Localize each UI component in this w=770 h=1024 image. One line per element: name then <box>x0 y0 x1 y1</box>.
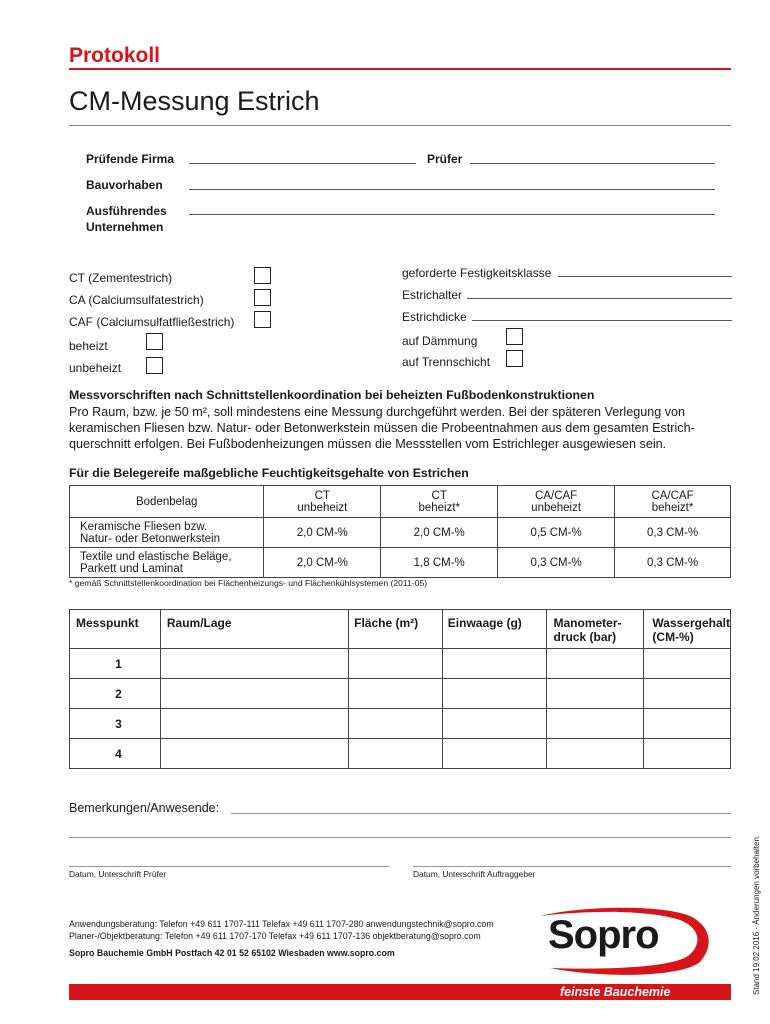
row-label <box>70 518 264 548</box>
table-cell: 2,0 CM-% <box>264 548 381 578</box>
rules-line-2: keramischen Fliesen bzw. Natur- oder Betonwerkstein müssen die Probeentnahmen aus dem gesamten Estrich- <box>69 421 695 435</box>
col-header <box>615 486 731 518</box>
moisture-table-heading: Für die Belegereife maßgebliche Feuchtigkeitsgehalte von Estrichen <box>69 466 469 480</box>
row-label-line: Textile und elastische Beläge, <box>80 550 232 563</box>
flaeche-input[interactable] <box>349 709 443 739</box>
pruefer-label: Prüfer <box>427 152 463 166</box>
page-title: CM-Messung Estrich <box>69 86 320 116</box>
raum-input[interactable] <box>160 709 348 739</box>
pruefer-field[interactable] <box>470 163 715 164</box>
wassergehalt-input[interactable] <box>644 649 731 679</box>
messpunkt-header: Messpunkt <box>70 610 161 649</box>
table-cell: 2,0 CM-% <box>381 518 498 548</box>
wassergehalt-header-line: (CM-%) <box>652 630 694 644</box>
firma-label: Prüfende Firma <box>86 152 175 166</box>
unternehmen-label-1: Ausführendes <box>86 204 167 218</box>
row-label-line: Natur- oder Betonwerkstein <box>80 532 220 545</box>
col-header-line: unbeheizt <box>297 501 348 514</box>
header-rule <box>69 68 731 70</box>
messpunkt-cell: 3 <box>70 709 161 739</box>
beheizt-label: beheizt <box>69 339 108 353</box>
festigkeit-label: geforderte Festigkeitsklasse <box>402 266 552 280</box>
firma-field[interactable] <box>189 163 416 164</box>
manometer-input[interactable] <box>546 649 644 679</box>
messpunkt-cell: 1 <box>70 649 161 679</box>
company-line: Sopro Bauchemie GmbH Postfach 42 01 52 65102 Wiesbaden www.sopro.com <box>69 948 395 958</box>
manometer-header-line: Manometer- <box>553 616 622 630</box>
bauvorhaben-label: Bauvorhaben <box>86 178 163 192</box>
table-row <box>70 548 731 578</box>
measure-header-row <box>70 610 731 649</box>
signature-auftraggeber-field[interactable] <box>413 866 731 867</box>
table-row <box>70 649 731 679</box>
table-cell: 0,3 CM-% <box>615 548 731 578</box>
festigkeit-field[interactable] <box>558 276 732 277</box>
logo-text: Sopro <box>548 913 659 957</box>
col-header <box>264 486 381 518</box>
wassergehalt-input[interactable] <box>644 679 731 709</box>
rules-heading: Messvorschriften nach Schnittstellenkoordination bei beheizten Fußbodenkonstruktionen <box>69 388 595 402</box>
table-row <box>70 679 731 709</box>
protocol-label: Protokoll <box>69 44 161 67</box>
manometer-input[interactable] <box>546 709 644 739</box>
signature-pruefer-label: Datum, Unterschrift Prüfer <box>69 869 167 879</box>
ca-checkbox[interactable] <box>254 289 271 306</box>
table-footnote: * gemäß Schnittstellenkoordination bei Flächenheizungs- und Flächenkühlsystemen (2011-05) <box>69 578 428 588</box>
title-rule <box>69 125 731 126</box>
signature-auftraggeber-label: Datum, Unterschrift Auftraggeber <box>413 869 536 879</box>
measurement-table <box>69 609 731 769</box>
unbeheizt-checkbox[interactable] <box>146 357 163 374</box>
col-header-line: CT <box>314 489 330 502</box>
manometer-input[interactable] <box>546 739 644 769</box>
col-header-line: CA/CAF <box>651 489 694 502</box>
einwaage-input[interactable] <box>442 709 546 739</box>
table-cell: 0,3 CM-% <box>498 548 615 578</box>
contact-line-2: Planer-/Objektberatung: Telefon +49 611 1707-170 Telefax +49 611 1707-136 objektberatung@sopro.com <box>69 931 481 941</box>
wassergehalt-header <box>644 610 731 649</box>
einwaage-header: Einwaage (g) <box>442 610 546 649</box>
estrichalter-field[interactable] <box>467 298 732 299</box>
wassergehalt-input[interactable] <box>644 709 731 739</box>
col-header-line: beheizt* <box>651 501 694 514</box>
flaeche-input[interactable] <box>349 739 443 769</box>
wassergehalt-input[interactable] <box>644 739 731 769</box>
row-label-line: Keramische Fliesen bzw. <box>80 520 208 533</box>
trennschicht-label: auf Trennschicht <box>402 355 491 369</box>
slogan-text: feinste Bauchemie <box>560 985 671 999</box>
table-cell: 0,5 CM-% <box>498 518 615 548</box>
col-header-line: beheizt* <box>418 501 460 514</box>
col-header <box>498 486 615 518</box>
contact-line-1: Anwendungsberatung: Telefon +49 611 1707-111 Telefax +49 611 1707-280 anwendungstechnik@sopro.com <box>69 919 494 929</box>
einwaage-input[interactable] <box>442 649 546 679</box>
table-row <box>70 518 731 548</box>
unbeheizt-label: unbeheizt <box>69 361 122 375</box>
estrichdicke-field[interactable] <box>472 320 732 321</box>
bodenbelag-header: Bodenbelag <box>70 486 264 518</box>
raum-header: Raum/Lage <box>160 610 348 649</box>
unternehmen-field[interactable] <box>189 214 715 215</box>
estrichalter-label: Estrichalter <box>402 288 463 302</box>
messpunkt-cell: 2 <box>70 679 161 709</box>
raum-input[interactable] <box>160 679 348 709</box>
ct-label: CT (Zementestrich) <box>69 271 173 285</box>
col-header-line: CT <box>431 489 447 502</box>
rules-line-1: Pro Raum, bzw. je 50 m², soll mindestens eine Messung durchgeführt werden. Bei der späteren Verlegung von <box>69 405 686 419</box>
daemmung-checkbox[interactable] <box>506 328 523 345</box>
table-row <box>70 709 731 739</box>
daemmung-label: auf Dämmung <box>402 334 478 348</box>
col-header-line: CA/CAF <box>535 489 578 502</box>
ct-checkbox[interactable] <box>254 267 271 284</box>
unternehmen-label-2: Unternehmen <box>86 220 164 234</box>
table-header-row <box>70 486 731 518</box>
flaeche-input[interactable] <box>349 649 443 679</box>
manometer-header-line: druck (bar) <box>553 630 617 644</box>
bauvorhaben-field[interactable] <box>189 189 715 190</box>
einwaage-input[interactable] <box>442 739 546 769</box>
einwaage-input[interactable] <box>442 679 546 709</box>
raum-input[interactable] <box>160 739 348 769</box>
estrichdicke-label: Estrichdicke <box>402 310 467 324</box>
side-note: Stand 19.02.2016 · Änderungen vorbehalten. <box>752 834 761 995</box>
manometer-header <box>546 610 644 649</box>
caf-label: CAF (Calciumsulfatfließestrich) <box>69 315 235 329</box>
rules-line-3: querschnitt erfolgen. Bei Fußbodenheizungen müssen die Messstellen vom Estrichleger ausgewiesen sein. <box>69 437 667 451</box>
caf-checkbox[interactable] <box>254 311 271 328</box>
remarks-field-2[interactable] <box>69 837 731 838</box>
ca-label: CA (Calciumsulfatestrich) <box>69 293 204 307</box>
wassergehalt-header-line: Wassergehalt <box>652 616 730 630</box>
flaeche-header: Fläche (m²) <box>349 610 443 649</box>
moisture-table <box>69 485 731 578</box>
table-cell: 1,8 CM-% <box>381 548 498 578</box>
raum-input[interactable] <box>160 649 348 679</box>
table-cell: 2,0 CM-% <box>264 518 381 548</box>
sopro-logo <box>540 904 720 980</box>
beheizt-checkbox[interactable] <box>146 333 163 350</box>
messpunkt-cell: 4 <box>70 739 161 769</box>
col-header-line: unbeheizt <box>531 501 582 514</box>
row-label <box>70 548 264 578</box>
remarks-label: Bemerkungen/Anwesende: <box>69 801 220 815</box>
row-label-line: Parkett und Laminat <box>80 562 183 575</box>
table-row <box>70 739 731 769</box>
col-header <box>381 486 498 518</box>
table-cell: 0,3 CM-% <box>615 518 731 548</box>
remarks-field-1[interactable] <box>231 813 731 814</box>
manometer-input[interactable] <box>546 679 644 709</box>
signature-pruefer-field[interactable] <box>69 866 389 867</box>
flaeche-input[interactable] <box>349 679 443 709</box>
trennschicht-checkbox[interactable] <box>506 350 523 367</box>
